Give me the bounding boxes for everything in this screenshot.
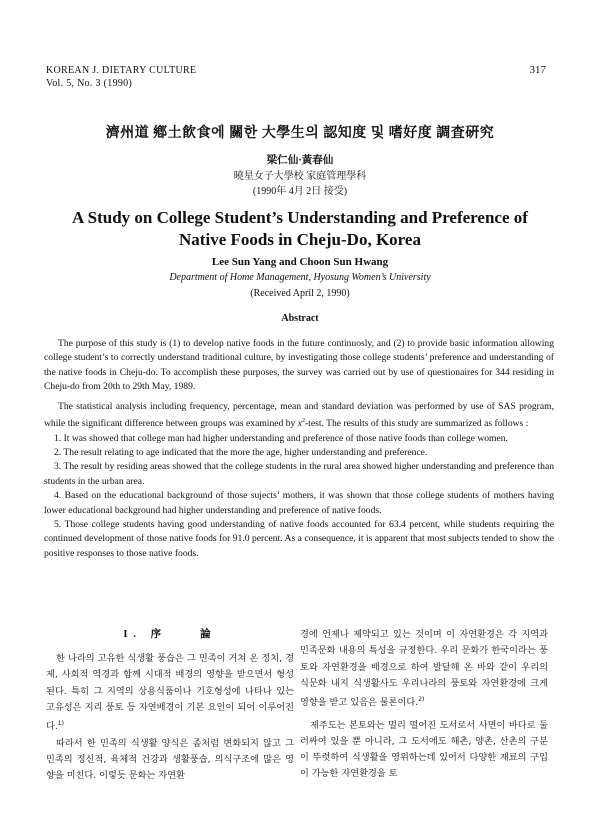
- body-paragraph: 경에 언제나 제약되고 있는 것이며 이 자연환경은 각 지역과 민족문화 내용의 특성을 규정한다. 우리 문화가 한국이라는 풍토와 자연환경을 배경으로 하여 발달해 온 바와 같이 우리의 식문화 내지 식생활사도 우리나라의 풍토와 자연환경에 크게 영향을 받고 있음은 물론이다.$^{2)}$: [300, 629, 548, 709]
- english-title-line1: A Study on College Student’s Understanding and Preference of: [72, 208, 528, 227]
- abstract-result-item: 5. Those college students having good understanding of native foods accounted for 63.4 percent, while students requiring the continued development of those native foods for 91.0 percent. As a consequence, it is apparent that most subjects tended to show the positive responses to those native foods.: [44, 519, 554, 559]
- korean-affiliation: 曉星女子大學校 家庭管理學科: [233, 171, 367, 182]
- abstract-heading: Abstract: [281, 313, 319, 324]
- body-paragraph: 한 나라의 고유한 식생활 풍습은 그 민족이 거쳐 온 정치, 경제, 사회적 역경과 함께 시대적 배경의 영향을 받으면서 형성된다. 특히 그 지역의 상용식품이나 기호형성에 나타나 있는 고유성은 지리 풍토 등 자연배경이 기본 요인이 되어 이루어진다.$^{1)}$: [46, 653, 294, 733]
- korean-authors: 梁仁仙·黃春仙: [266, 155, 334, 166]
- chi-superscript: 2: [301, 418, 305, 425]
- chi-symbol: x: [297, 418, 302, 430]
- english-affiliation: Department of Home Management, Hyosung Women’s University: [169, 272, 431, 283]
- journal-header: [46, 64, 196, 90]
- abstract-result-item: 1. It was showed that college man had higher understanding and preference of those native foods than college women.: [54, 432, 508, 444]
- abstract-result-item: 3. The result by residing areas showed that the college students in the rural area showed higher understanding and preference than students in the urban area.: [44, 461, 554, 487]
- english-authors: Lee Sun Yang and Choon Sun Hwang: [211, 256, 389, 268]
- body-paragraph: 따라서 한 민족의 식생활 양식은 좀처럼 변화되지 않고 그 민족의 정신적, 육체적 건강과 생활풍습, 의식구조에 많은 영향을 미친다. 이렇듯 문화는 자연환: [46, 737, 294, 782]
- journal-name: KOREAN J. DIETARY CULTURE: [46, 65, 197, 76]
- english-received-date: (Received April 2, 1990): [250, 288, 350, 299]
- footnote-ref: 1): [57, 720, 64, 728]
- korean-title: 濟州道 鄕土飮食에 關한 大學生의 認知度 및 嗜好度 調査硏究: [105, 126, 495, 141]
- footnote-ref: 2): [418, 696, 425, 704]
- abstract-result-item: 2. The result relating to age indicated that the more the age, higher understanding and preference.: [54, 447, 428, 459]
- english-title: [0, 207, 600, 251]
- abstract-paragraph: The purpose of this study is (1) to develop native foods in the future continuosly, and (2) to provide basic information allowing college student’s to correctly understand traditional culture, by investigating those college students’ preference and understanding of the native foods in Cheju-do. To accomplish these purposes, the survey was carried out by use of questionaires for 344 residing in Cheju-do from 20th to 29th May, 1989.: [44, 338, 554, 393]
- abstract-result-item: 4. Based on the educational background of those sujects’ mothers, it was shown that those college students of mothers having lower educational background had higher understanding and preference of native foods.: [44, 490, 554, 516]
- body-paragraph: 제주도는 본토와는 멀리 떨어진 도서로서 사면이 바다로 둘러싸여 있을 뿐 아니라, 그 도서에도 해촌, 양촌, 산촌의 구분이 뚜렷하여 식생활을 영위하는데 있어서 다양한 재료의 구입이 가능한 자연환경을 토: [300, 719, 548, 780]
- abstract-body: [44, 337, 554, 561]
- abstract-paragraph: The statistical analysis including frequency, percentage, mean and standard deviation was performed by use of SAS program, while the significant difference between groups was examined by $x^2$-test. The results of this study are summarized as follows :: [44, 400, 554, 430]
- journal-volume: Vol. 5, No. 3 (1990): [46, 78, 133, 89]
- body-column-right: [300, 627, 548, 783]
- english-title-line2: Native Foods in Cheju-Do, Korea: [179, 230, 421, 249]
- section-heading-introduction: I. 序 論: [123, 629, 217, 640]
- korean-received-date: (1990年 4月 2日 接受): [252, 186, 348, 197]
- body-column-left: [46, 627, 294, 784]
- page-number: 317: [529, 64, 546, 76]
